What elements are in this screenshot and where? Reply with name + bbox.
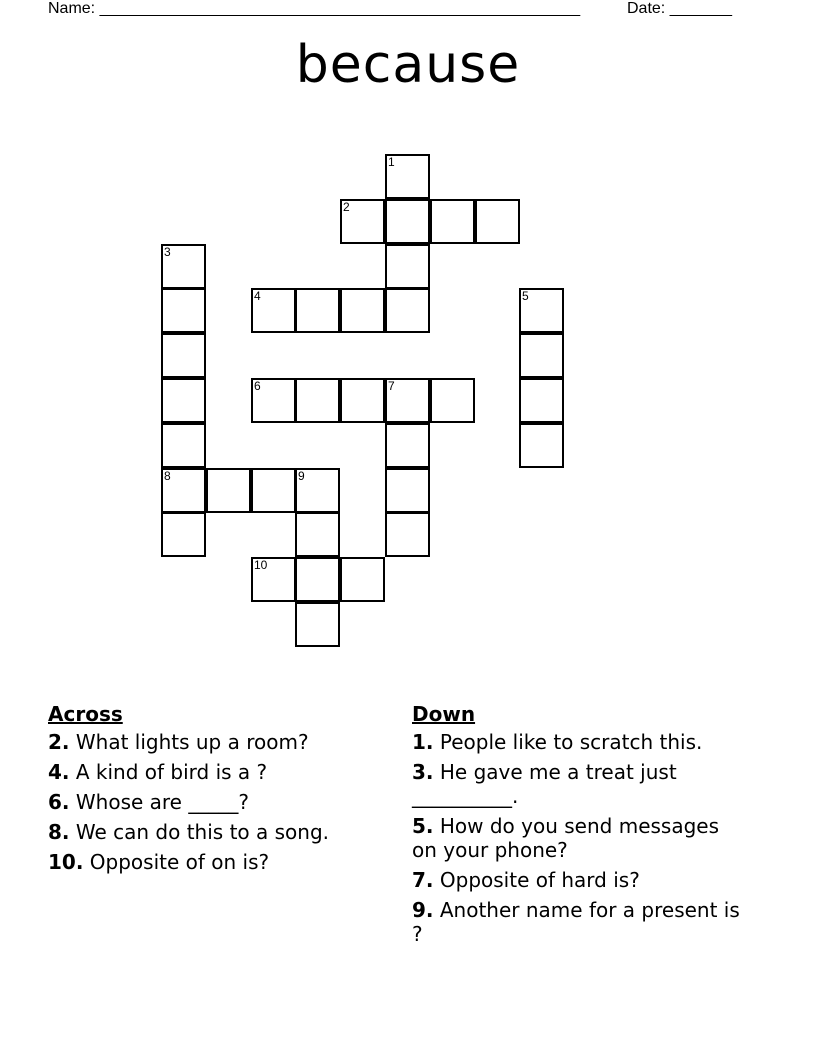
cell-number: 5 [522,289,529,303]
clue-down-7 [412,868,742,892]
grid-cell[interactable] [385,512,430,557]
grid-cell[interactable] [385,199,430,244]
grid-cell[interactable] [340,378,385,423]
grid-cell[interactable] [206,468,251,513]
grid-cell[interactable] [295,512,340,557]
clue-text: Whose are _____? [75,790,249,814]
clue-text: Another name for a present is ? [412,898,740,946]
cell-number: 10 [254,558,268,572]
grid-cell[interactable] [161,378,206,423]
grid-cell[interactable] [519,378,564,423]
cell-number: 9 [298,469,305,483]
cell-number: 3 [164,245,171,259]
clue-text: We can do this to a song. [75,820,329,844]
cell-number: 6 [254,379,261,393]
grid-cell[interactable] [385,244,430,289]
grid-cell[interactable] [251,557,296,602]
grid-cell[interactable] [340,557,385,602]
grid-cell[interactable] [295,602,340,647]
clue-down-3 [412,760,742,808]
grid-cell[interactable] [385,154,430,199]
cell-number: 1 [388,155,395,169]
grid-cell[interactable] [161,288,206,333]
clue-number: 7. [412,868,434,892]
grid-cell[interactable] [385,378,430,423]
name-field-label: Name: ______________________________________________________ [48,0,581,17]
grid-cell[interactable] [251,468,296,513]
clue-across-10 [48,850,388,874]
clue-across-8 [48,820,388,844]
grid-cell[interactable] [385,288,430,333]
clue-down-9 [412,898,742,946]
date-field-label: Date: _______ [627,0,732,17]
grid-cell[interactable] [340,288,385,333]
clue-number: 3. [412,760,434,784]
grid-cell[interactable] [519,288,564,333]
grid-cell[interactable] [161,423,206,468]
grid-cell[interactable] [340,199,385,244]
clue-text: How do you send messages on your phone? [412,814,720,862]
grid-cell[interactable] [519,333,564,378]
clue-text: Opposite of on is? [89,850,270,874]
clue-number: 4. [48,760,70,784]
clue-number: 10. [48,850,84,874]
cell-number: 7 [388,379,395,393]
across-clues [48,702,388,880]
grid-cell[interactable] [251,288,296,333]
cell-number: 4 [254,289,261,303]
clue-down-5 [412,814,742,862]
clue-text: He gave me a treat just __________. [412,760,677,808]
cell-number: 8 [164,469,171,483]
clue-number: 8. [48,820,70,844]
grid-cell[interactable] [295,468,340,513]
clue-number: 5. [412,814,434,838]
down-heading: Down [412,702,476,726]
clue-across-4 [48,760,388,784]
grid-cell[interactable] [295,378,340,423]
clue-number: 2. [48,730,70,754]
grid-cell[interactable] [295,288,340,333]
clue-text: People like to scratch this. [439,730,703,754]
grid-cell[interactable] [385,468,430,513]
down-clues [412,702,742,952]
grid-cell[interactable] [161,468,206,513]
clue-text: What lights up a room? [75,730,309,754]
grid-cell[interactable] [430,199,475,244]
clue-down-1 [412,730,742,754]
grid-cell[interactable] [295,557,340,602]
grid-cell[interactable] [251,378,296,423]
grid-cell[interactable] [161,512,206,557]
cell-number: 2 [343,200,350,214]
clue-number: 9. [412,898,434,922]
across-heading: Across [48,702,123,726]
clue-across-6 [48,790,388,814]
page-title: because [295,35,521,95]
clue-text: Opposite of hard is? [439,868,640,892]
clue-number: 6. [48,790,70,814]
grid-cell[interactable] [385,423,430,468]
grid-cell[interactable] [161,244,206,289]
grid-cell[interactable] [161,333,206,378]
grid-cell[interactable] [519,423,564,468]
grid-cell[interactable] [430,378,475,423]
grid-cell[interactable] [475,199,520,244]
clue-across-2 [48,730,388,754]
clue-number: 1. [412,730,434,754]
clue-text: A kind of bird is a ? [75,760,268,784]
